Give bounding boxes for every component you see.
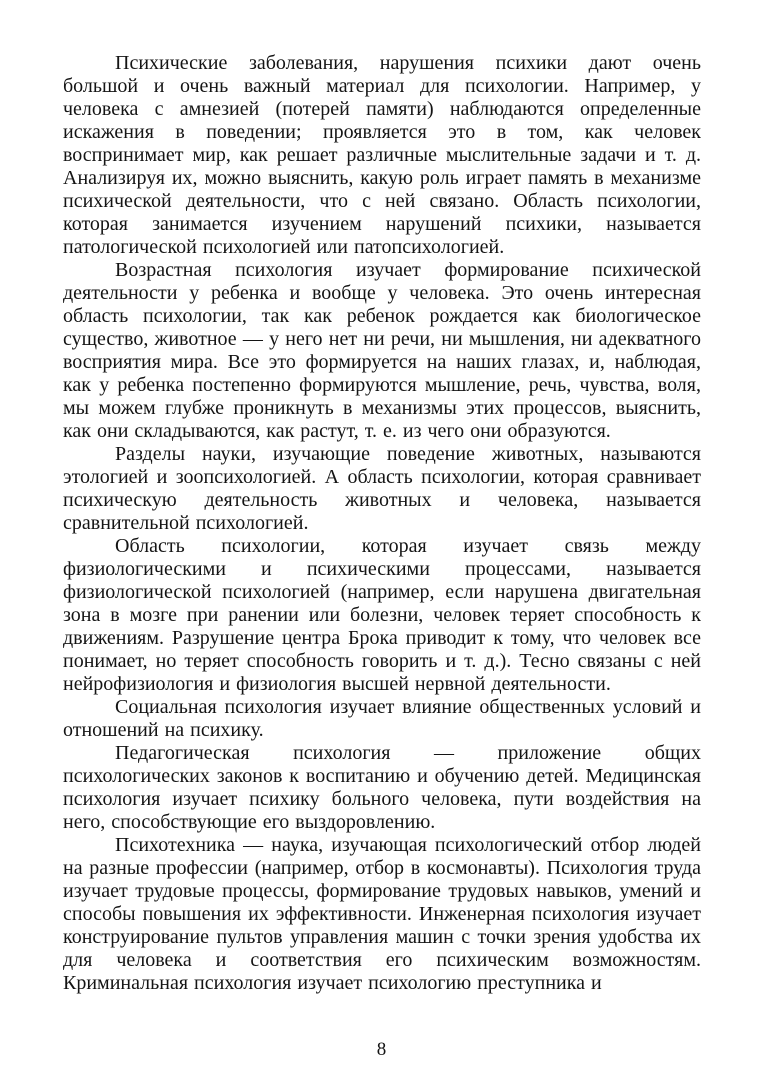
paragraph: Психотехника — наука, изучающая психологический отбор людей на разные профессии (например, отбор в космонавты). Психология труда изучает трудовые процессы, формирование трудовых навыков, умений и способы повышения их эффективности. Инженерная психология изучает конструирование пультов управления машин с точки зрения удобства их для человека и соответствия его психическим возможностям. Криминальная психология изучает психологию преступника и [63, 834, 701, 994]
paragraph: Возрастная психология изучает формирование психической деятельности у ребенка и вообще у человека. Это очень интересная область психологии, так как ребенок рождается как биологическое существо, животное — у него нет ни речи, ни мышления, ни адекватного восприятия мира. Все это формируется на наших глазах, и, наблюдая, как у ребенка постепенно формируются мышление, речь, чувства, воля, мы можем глубже проникнуть в механизмы этих процессов, выяснить, как они складываются, как растут, т. е. из чего они образуются. [63, 259, 701, 442]
paragraph: Разделы науки, изучающие поведение животных, называются этологией и зоопсихологией. А область психологии, которая сравнивает психическую деятельность животных и человека, называется сравнительной психологией. [63, 443, 701, 534]
paragraph: Психические заболевания, нарушения психики дают очень большой и очень важный материал для психологии. Например, у человека с амнезией (потерей памяти) наблюдаются определенные искажения в поведении; проявляется это в том, как человек воспринимает мир, как решает различные мыслительные задачи и т. д. Анализируя их, можно выяснить, какую роль играет память в механизме психической деятельности, что с ней связано. Область психологии, которая занимается изучением нарушений психики, называется патологической психологией или патопсихологией. [63, 52, 701, 258]
paragraph: Область психологии, которая изучает связь между физиологическими и психическими процессами, называется физиологической психологией (например, если нарушена двигательная зона в мозге при ранении или болезни, человек теряет способность к движениям. Разрушение центра Брока приводит к тому, что человек все понимает, но теряет способность говорить и т. д.). Тесно связаны с ней нейрофизиология и физиология высшей нервной деятельности. [63, 535, 701, 695]
paragraph: Социальная психология изучает влияние общественных условий и отношений на психику. [63, 696, 701, 741]
text-block [63, 52, 701, 995]
page-number: 8 [376, 1039, 387, 1060]
paragraph: Педагогическая психология — приложение общих психологических законов к воспитанию и обучению детей. Медицинская психология изучает психику больного человека, пути воздействия на него, способствующие его выздоровлению. [63, 742, 701, 833]
